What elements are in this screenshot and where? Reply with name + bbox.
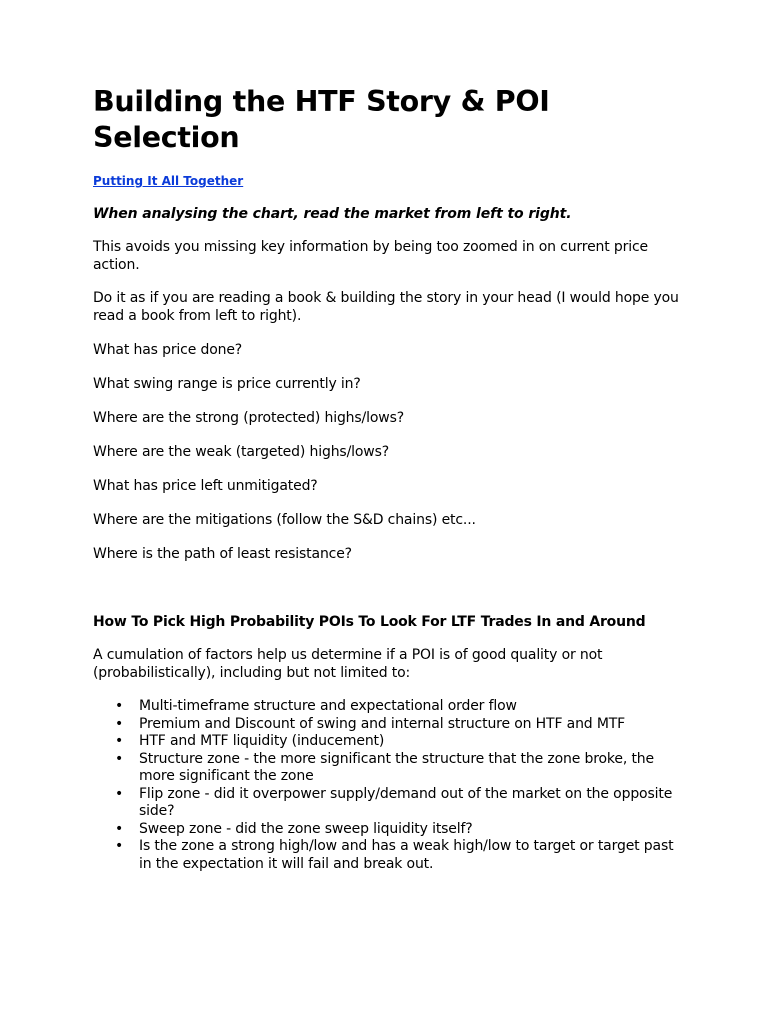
list-item [115,733,683,751]
lead-statement: When analysing the chart, read the market from left to right. [93,206,572,222]
bullet-icon: • [115,750,124,767]
list-item [115,715,683,734]
question-item: Where are the weak (targeted) highs/lows? [93,444,390,460]
list-item-text: HTF and MTF liquidity (inducement) [139,733,385,749]
list-item-text: Premium and Discount of swing and internal structure on HTF and MTF [139,715,626,732]
bullet-icon: • [115,820,124,837]
list-item [115,750,683,786]
list-item [115,785,683,821]
paragraph: This avoids you missing key information by being too zoomed in on current price action. [93,239,649,273]
list-item-text: Flip zone - did it overpower supply/demand out of the market on the opposite side? [139,785,673,819]
bullet-icon: • [115,733,124,749]
list-item [115,698,683,716]
list-item [115,838,683,873]
question-item: Where are the mitigations (follow the S&D chains) etc... [93,512,476,528]
bullet-icon: • [115,785,124,802]
list-item-text: Is the zone a strong high/low and has a weak high/low to target or target past in the expectation it will fail and break out. [139,838,674,872]
page-title: Building the HTF Story & POI Selection [93,85,550,154]
bullet-icon: • [115,715,124,732]
question-item: What has price left unmitigated? [93,478,318,494]
list-item-text: Multi-timeframe structure and expectational order flow [139,698,517,714]
question-item: What swing range is price currently in? [93,376,361,392]
paragraph: Do it as if you are reading a book & building the story in your head (I would hope you read a book from left to right). [93,290,679,324]
bullet-icon: • [115,698,124,714]
section-intro: A cumulation of factors help us determine if a POI is of good quality or not (probabilistically), including but not limited to: [93,647,603,681]
list-item-text: Structure zone - the more significant the structure that the zone broke, the more significant the zone [139,750,654,784]
question-item: Where are the strong (protected) highs/lows? [93,410,404,426]
question-item: What has price done? [93,342,243,358]
section-heading: How To Pick High Probability POIs To Look For LTF Trades In and Around [93,614,646,630]
factor-list [93,698,683,873]
question-item: Where is the path of least resistance? [93,546,352,562]
document-page [93,84,683,873]
list-item-text: Sweep zone - did the zone sweep liquidity itself? [139,820,473,837]
list-item [115,820,683,839]
bullet-icon: • [115,838,124,854]
section-link-putting-it-all-together[interactable]: Putting It All Together [93,174,244,188]
